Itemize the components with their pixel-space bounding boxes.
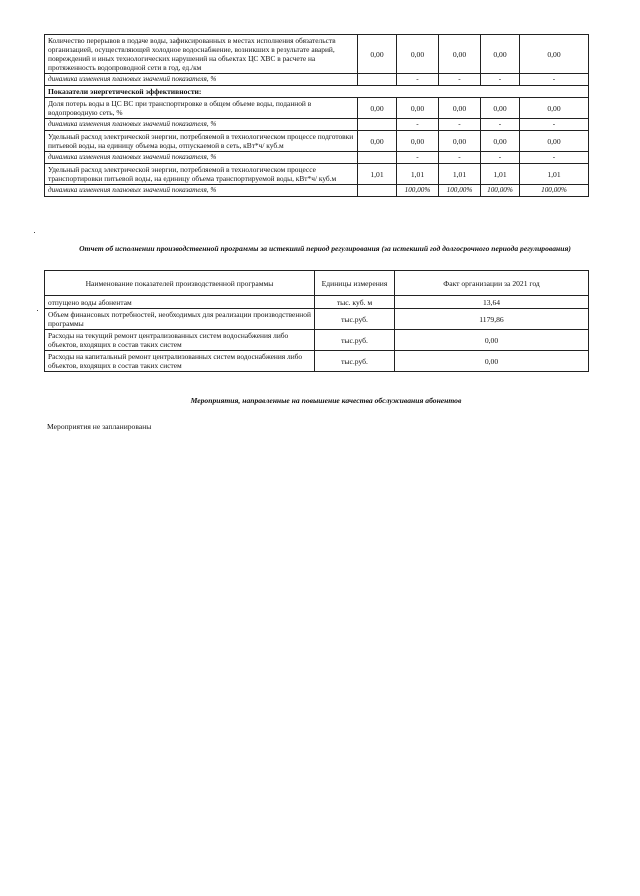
indicator-value: 1,01 <box>358 164 397 185</box>
report-row <box>45 296 589 309</box>
report-unit: тыс. куб. м <box>315 296 395 309</box>
indicator-value: - <box>520 119 589 131</box>
indicator-value <box>358 119 397 131</box>
indicator-value: 0,00 <box>358 131 397 152</box>
indicator-value: - <box>439 74 481 86</box>
report-row <box>45 330 589 351</box>
indicator-label: динамика изменения плановых значений показателя, % <box>45 185 358 197</box>
indicator-value: 0,00 <box>481 131 520 152</box>
indicator-value <box>358 152 397 164</box>
report-name: отпущено воды абонентам <box>45 296 315 309</box>
indicator-value: 0,00 <box>439 131 481 152</box>
indicator-value: 0,00 <box>397 98 439 119</box>
indicator-value: - <box>481 119 520 131</box>
indicator-value: 0,00 <box>397 131 439 152</box>
measures-title: Мероприятия, направленные на повышение качества обслуживания абонентов <box>190 396 462 405</box>
indicator-value: - <box>439 119 481 131</box>
indicator-value: 0,00 <box>481 35 520 74</box>
indicator-label: динамика изменения плановых значений показателя, % <box>45 152 358 164</box>
indicator-value <box>358 185 397 197</box>
report-fact: 0,00 <box>395 351 589 372</box>
indicator-label: Удельный расход электрической энергии, потребляемой в технологическом процессе транспортировки питьевой воды, на единицу объема транспортируемой воды, кВт*ч/ куб.м <box>45 164 358 185</box>
indicator-label: Удельный расход электрической энергии, потребляемой в технологическом процессе подготовки питьевой воды, на единицу объема воды, отпускаемой в сеть, кВт*ч/ куб.м <box>45 131 358 152</box>
dynamics-row <box>45 119 589 131</box>
dynamics-row <box>45 185 589 197</box>
report-row <box>45 309 589 330</box>
dynamics-row <box>45 152 589 164</box>
indicator-value: 0,00 <box>358 98 397 119</box>
report-name: Объем финансовых потребностей, необходимых для реализации производственной программы <box>45 309 315 330</box>
indicator-value: 1,01 <box>481 164 520 185</box>
indicator-value: 1,01 <box>397 164 439 185</box>
indicator-row <box>45 35 589 74</box>
scan-speck <box>37 310 38 311</box>
scan-speck <box>34 232 35 233</box>
indicator-label: динамика изменения плановых значений показателя, % <box>45 74 358 86</box>
header-name: Наименование показателей производственной программы <box>45 271 315 296</box>
indicator-row <box>45 131 589 152</box>
indicator-value: 0,00 <box>520 98 589 119</box>
section-label: Показатели энергетической эффективности: <box>45 86 589 98</box>
indicator-value: - <box>481 74 520 86</box>
indicator-value: 100,00% <box>439 185 481 197</box>
indicator-row <box>45 164 589 185</box>
report-fact: 0,00 <box>395 330 589 351</box>
report-unit: тыс.руб. <box>315 351 395 372</box>
indicator-value: 100,00% <box>520 185 589 197</box>
indicator-label: динамика изменения плановых значений показателя, % <box>45 119 358 131</box>
report-name: Расходы на текущий ремонт централизованных систем водоснабжения либо объектов, входящих в состав таких систем <box>45 330 315 351</box>
indicator-value: 0,00 <box>439 98 481 119</box>
measures-note: Мероприятия не запланированы <box>47 422 152 431</box>
indicator-value <box>358 74 397 86</box>
indicator-value: 0,00 <box>520 131 589 152</box>
indicator-value: - <box>397 119 439 131</box>
indicator-value: 1,01 <box>439 164 481 185</box>
indicator-value: - <box>439 152 481 164</box>
indicator-value: 0,00 <box>520 35 589 74</box>
report-unit: тыс.руб. <box>315 309 395 330</box>
section-row <box>45 86 589 98</box>
report-name: Расходы на капитальный ремонт централизованных систем водоснабжения либо объектов, входящих в состав таких систем <box>45 351 315 372</box>
report-row <box>45 351 589 372</box>
indicator-label: Количество перерывов в подаче воды, зафиксированных в местах исполнения обязательств организацией, осуществляющей холодное водоснабжение, возникших в результате аварий, повреждений и иных технологических нарушений на объектах ЦС ХВС в расчете на протяженность водопроводной сети в год, ед./км <box>45 35 358 74</box>
indicator-value: 100,00% <box>397 185 439 197</box>
indicator-row <box>45 98 589 119</box>
report-title: Отчет об исполнении производственной программы за истекший период регулирования (за истекший год долгосрочного периода регулирования) <box>79 244 571 253</box>
indicator-value: 0,00 <box>439 35 481 74</box>
indicator-label: Доля потерь воды в ЦС ВС при транспортировке в общем объеме воды, поданной в водопроводную сеть, % <box>45 98 358 119</box>
report-fact: 1179,86 <box>395 309 589 330</box>
indicator-value: 0,00 <box>397 35 439 74</box>
header-unit: Единицы измерения <box>315 271 395 296</box>
indicator-value: 1,01 <box>520 164 589 185</box>
indicator-value: - <box>520 152 589 164</box>
indicator-value: 100,00% <box>481 185 520 197</box>
report-header-row <box>45 271 589 296</box>
indicator-value: - <box>397 152 439 164</box>
indicator-table <box>44 34 589 197</box>
report-table <box>44 270 589 372</box>
indicator-value: - <box>481 152 520 164</box>
header-fact: Факт организации за 2021 год <box>395 271 589 296</box>
dynamics-row <box>45 74 589 86</box>
indicator-value: - <box>520 74 589 86</box>
indicator-value: - <box>397 74 439 86</box>
report-fact: 13,64 <box>395 296 589 309</box>
indicator-value: 0,00 <box>358 35 397 74</box>
report-unit: тыс.руб. <box>315 330 395 351</box>
indicator-value: 0,00 <box>481 98 520 119</box>
